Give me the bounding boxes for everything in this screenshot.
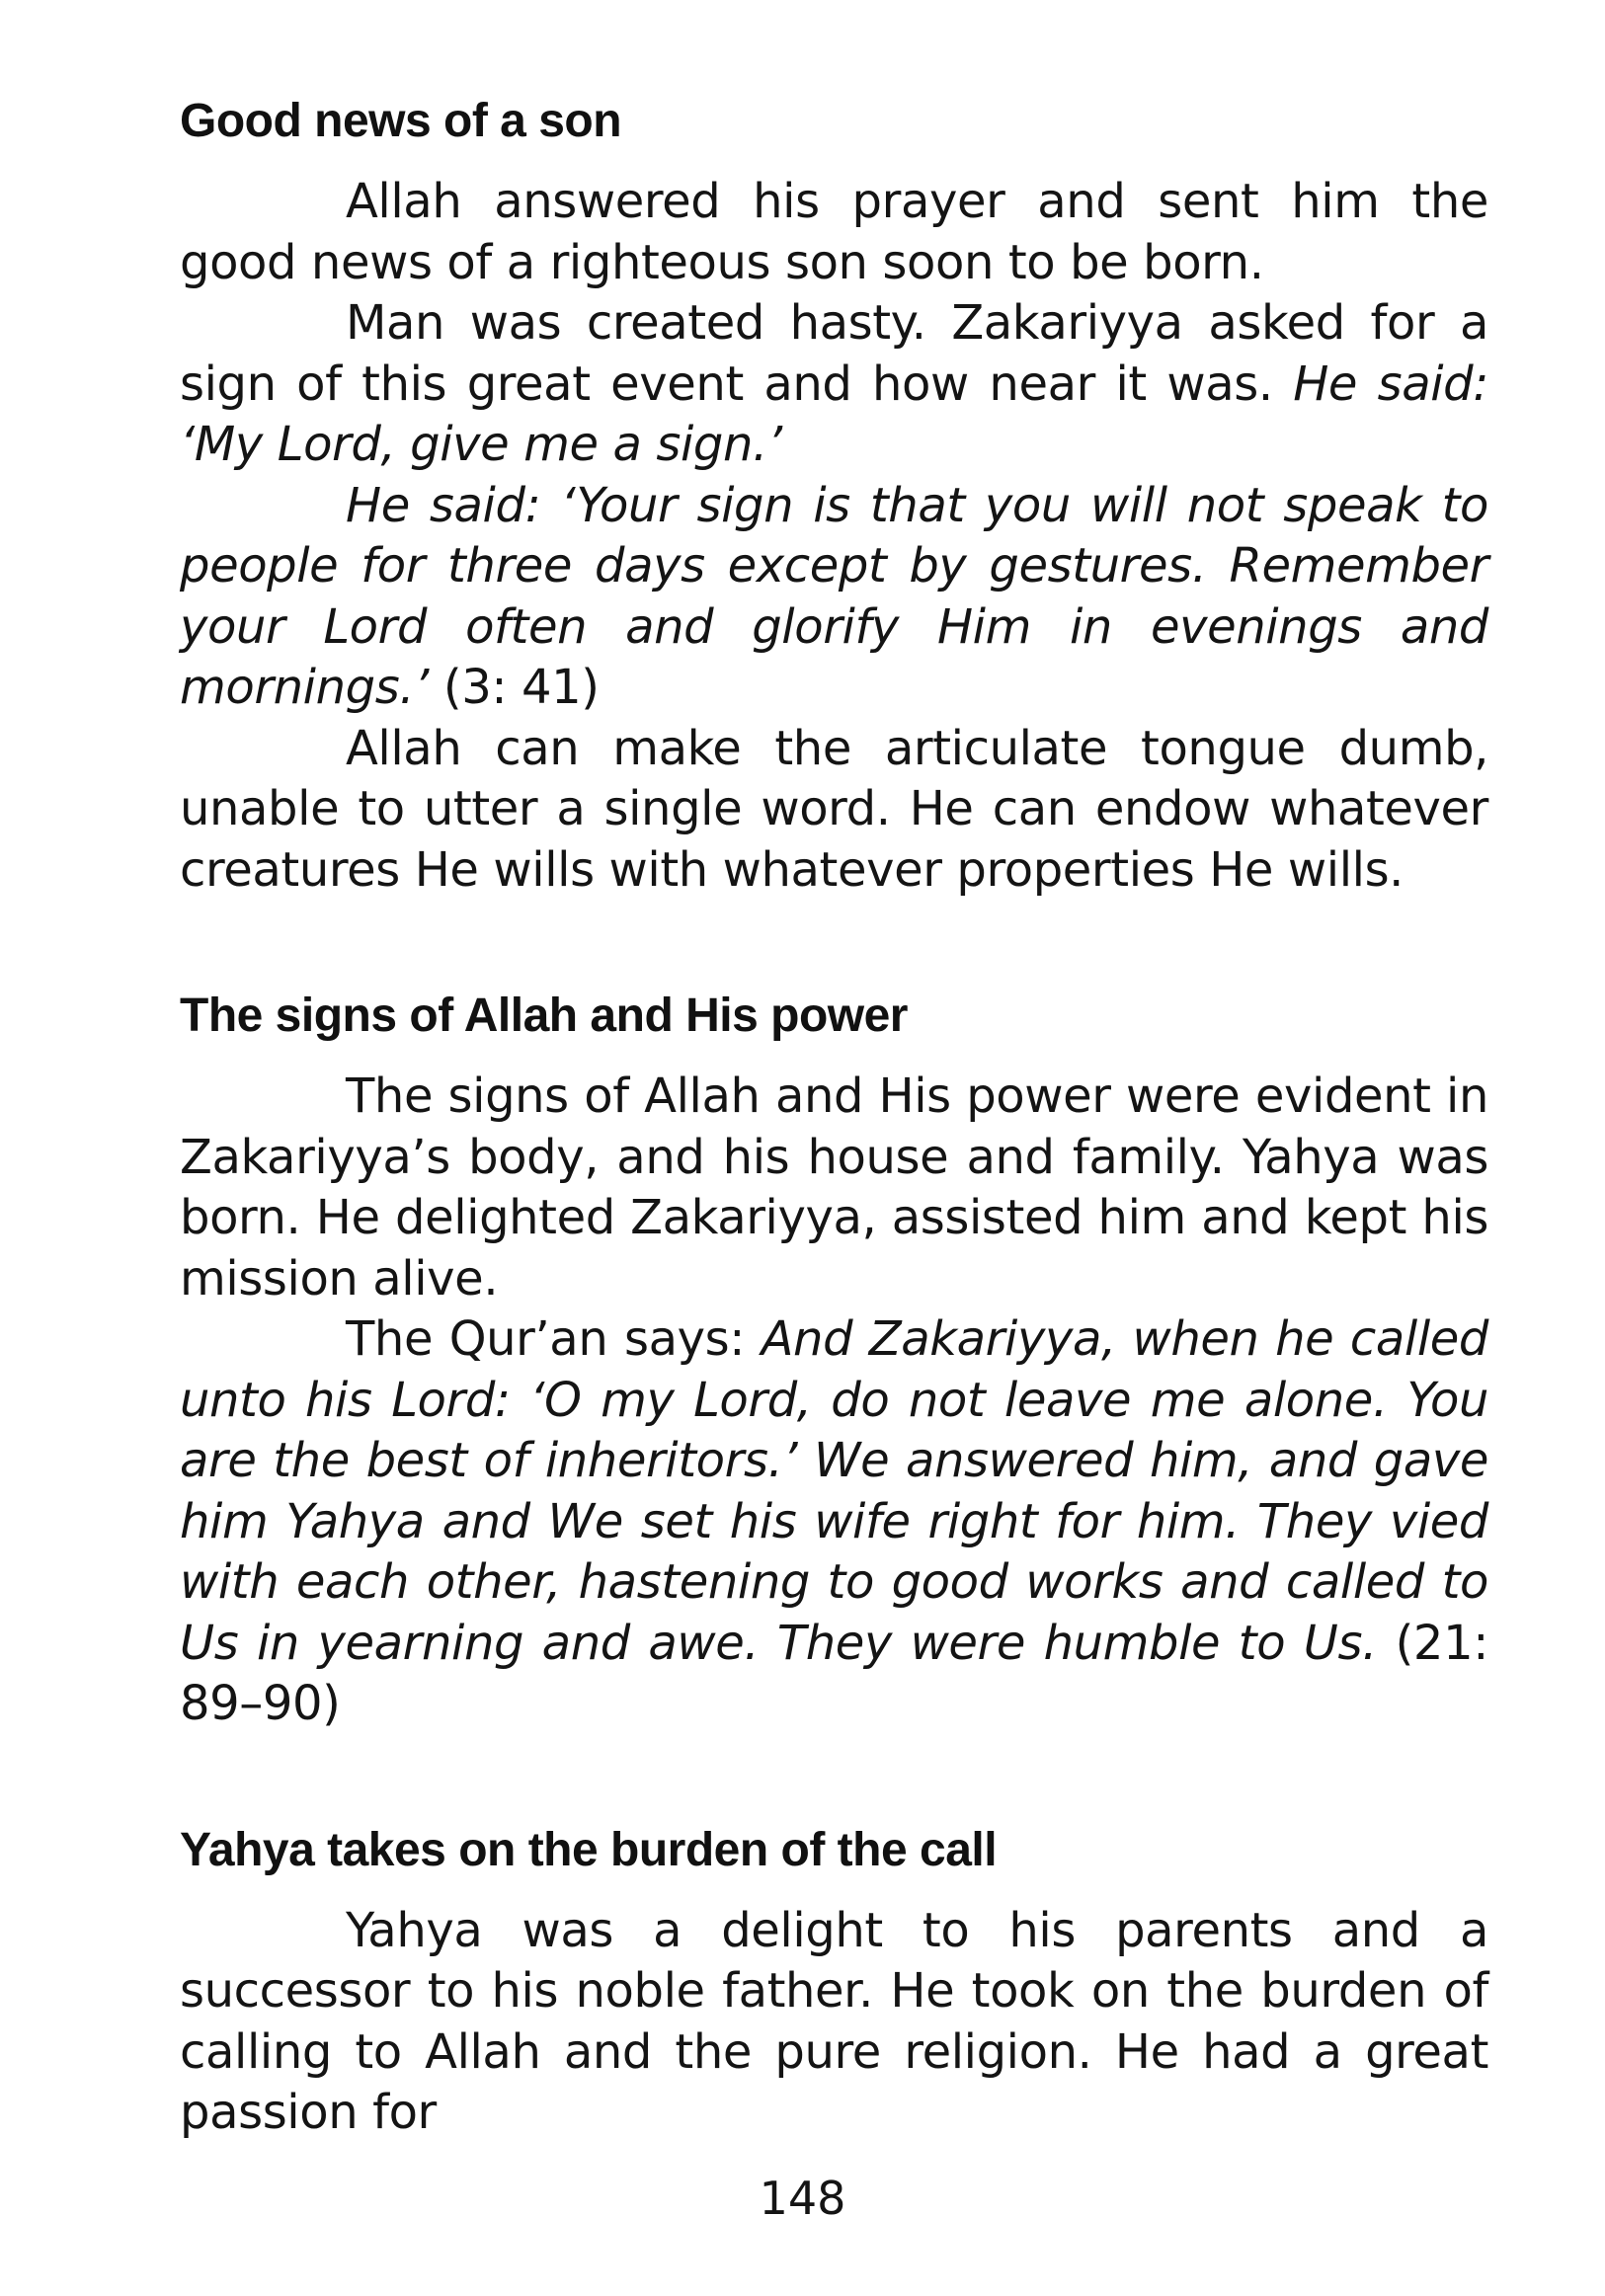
- body-text: Man was created hasty. Zakariyya asked for a sign of this great event and how near it was.: [180, 295, 1488, 412]
- verse-reference: (3: 41): [429, 660, 600, 715]
- paragraph: [180, 1901, 1488, 2144]
- quran-quote: He said: ‘My Lord, give me a sign.’: [180, 356, 1488, 472]
- body-text: The signs of Allah and His power were evident in Zakariyya’s body, and his house and family. Yahya was born. He delighted Zakariyya, assisted him and kept his mission alive.: [180, 1069, 1488, 1306]
- section-heading-yahya-burden: Yahya takes on the burden of the call: [180, 1823, 998, 1876]
- paragraph: [180, 172, 1488, 293]
- body-text: Yahya was a delight to his parents and a successor to his noble father. He took on the burden of calling to Allah and the pure religion. He had a great passion for: [180, 1902, 1488, 2140]
- body-text: Allah can make the articulate tongue dumb, unable to utter a single word. He can endow whatever creatures He wills with whatever properties He wills.: [180, 720, 1488, 898]
- section-spacer: [180, 901, 1488, 986]
- quran-quote: And Zakariyya, when he called unto his Lord: ‘O my Lord, do not leave me alone. You are the best of inheritors.’ We answered him, and gave him Yahya and We set his wife right for him. They vied with each other, hastening to good works and called to Us in yearning and awe. They were humble to Us.: [180, 1311, 1488, 1671]
- paragraph: [180, 719, 1488, 902]
- page-body: [180, 91, 1488, 2144]
- paragraph: [180, 293, 1488, 476]
- page-number: 148: [759, 2172, 846, 2225]
- quran-quote: He said: ‘Your sign is that you will not speak to people for three days except by gestures. Remember your Lord often and glorify Him in evenings and mornings.’: [180, 477, 1488, 715]
- section-heading-good-news: Good news of a son: [180, 95, 622, 147]
- body-text: The Qur’an says:: [346, 1311, 762, 1367]
- paragraph: [180, 1067, 1488, 1309]
- paragraph: [180, 476, 1488, 719]
- body-text: Allah answered his prayer and sent him the good news of a righteous son soon to be born.: [180, 174, 1488, 290]
- section-heading-signs-of-allah: The signs of Allah and His power: [180, 990, 908, 1042]
- verse-reference: (21: 89–90): [180, 1615, 1488, 1731]
- paragraph: [180, 1309, 1488, 1735]
- section-spacer: [180, 1735, 1488, 1820]
